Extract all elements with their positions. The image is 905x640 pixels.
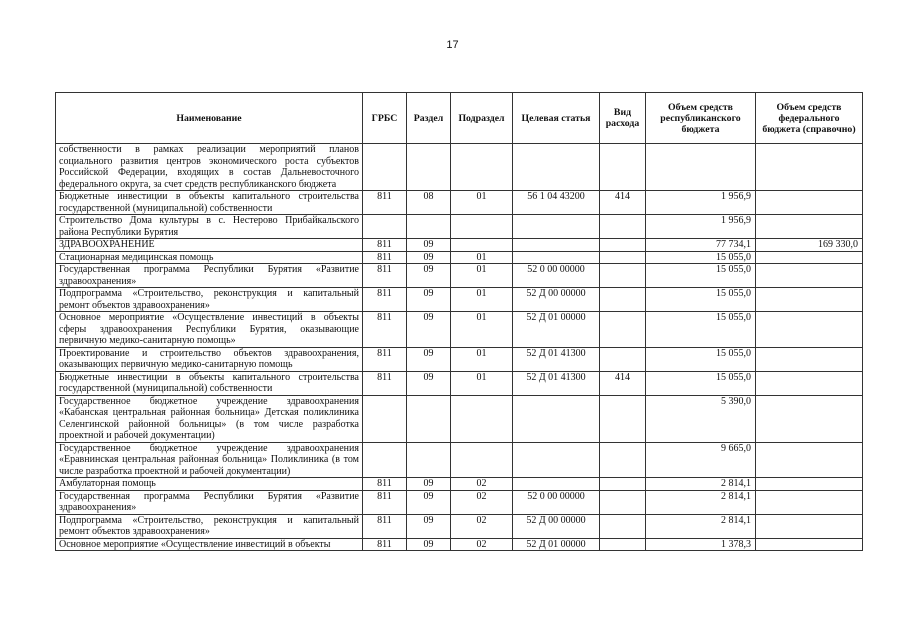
cell-subsection: 01 <box>451 251 513 264</box>
cell-grbs <box>363 395 407 442</box>
cell-subsection: 01 <box>451 371 513 395</box>
cell-section: 09 <box>407 371 451 395</box>
table-row <box>56 478 863 491</box>
cell-name: Государственная программа Республики Бурятия «Развитие здравоохранения» <box>56 490 363 514</box>
cell-target-article: 52 Д 01 41300 <box>513 347 600 371</box>
cell-name: Бюджетные инвестиции в объекты капитального строительства государственной (муниципальной) собственности <box>56 371 363 395</box>
cell-federal-budget <box>756 442 863 478</box>
cell-grbs: 811 <box>363 490 407 514</box>
cell-section: 09 <box>407 288 451 312</box>
cell-republic-budget: 2 814,1 <box>646 490 756 514</box>
table-row <box>56 288 863 312</box>
cell-expense-type <box>600 442 646 478</box>
cell-federal-budget <box>756 395 863 442</box>
cell-republic-budget: 1 956,9 <box>646 215 756 239</box>
cell-subsection: 01 <box>451 288 513 312</box>
cell-federal-budget <box>756 538 863 551</box>
cell-section: 09 <box>407 514 451 538</box>
header-target-article: Целевая статья <box>513 93 600 144</box>
cell-expense-type <box>600 514 646 538</box>
cell-grbs: 811 <box>363 239 407 252</box>
cell-name: Стационарная медицинская помощь <box>56 251 363 264</box>
cell-grbs <box>363 215 407 239</box>
cell-republic-budget: 77 734,1 <box>646 239 756 252</box>
table-row <box>56 144 863 191</box>
table-row <box>56 239 863 252</box>
cell-republic-budget: 15 055,0 <box>646 371 756 395</box>
cell-name: собственности в рамках реализации мероприятий планов социального развития центров экономического роста субъектов Российской Федерации, входящих в состав Дальневосточного федерального округа, за счет средств республиканского бюджета <box>56 144 363 191</box>
cell-federal-budget <box>756 514 863 538</box>
cell-subsection: 01 <box>451 312 513 348</box>
cell-republic-budget: 5 390,0 <box>646 395 756 442</box>
cell-name: Строительство Дома культуры в с. Нестерово Прибайкальского района Республики Бурятия <box>56 215 363 239</box>
cell-target-article <box>513 144 600 191</box>
cell-name: Основное мероприятие «Осуществление инвестиций в объекты <box>56 538 363 551</box>
table-row <box>56 312 863 348</box>
cell-target-article: 52 Д 00 00000 <box>513 288 600 312</box>
cell-section: 09 <box>407 347 451 371</box>
cell-target-article <box>513 215 600 239</box>
cell-subsection: 01 <box>451 191 513 215</box>
cell-federal-budget <box>756 191 863 215</box>
table-header-row <box>56 93 863 144</box>
cell-subsection: 01 <box>451 347 513 371</box>
cell-republic-budget: 15 055,0 <box>646 264 756 288</box>
cell-target-article: 52 0 00 00000 <box>513 490 600 514</box>
cell-federal-budget <box>756 264 863 288</box>
cell-expense-type <box>600 264 646 288</box>
cell-subsection <box>451 442 513 478</box>
cell-subsection: 02 <box>451 514 513 538</box>
cell-target-article: 52 Д 01 41300 <box>513 371 600 395</box>
cell-expense-type <box>600 215 646 239</box>
cell-subsection: 02 <box>451 478 513 491</box>
table-row <box>56 371 863 395</box>
cell-subsection: 02 <box>451 490 513 514</box>
cell-federal-budget <box>756 371 863 395</box>
cell-expense-type <box>600 239 646 252</box>
cell-subsection <box>451 395 513 442</box>
cell-republic-budget: 9 665,0 <box>646 442 756 478</box>
cell-target-article <box>513 442 600 478</box>
cell-section: 09 <box>407 490 451 514</box>
cell-expense-type <box>600 251 646 264</box>
cell-republic-budget: 1 956,9 <box>646 191 756 215</box>
cell-republic-budget: 15 055,0 <box>646 251 756 264</box>
cell-name: ЗДРАВООХРАНЕНИЕ <box>56 239 363 252</box>
table-row <box>56 251 863 264</box>
cell-republic-budget: 1 378,3 <box>646 538 756 551</box>
cell-grbs: 811 <box>363 371 407 395</box>
page-number: 17 <box>446 39 459 51</box>
cell-grbs <box>363 144 407 191</box>
cell-republic-budget: 2 814,1 <box>646 514 756 538</box>
cell-section <box>407 215 451 239</box>
cell-name: Государственная программа Республики Бурятия «Развитие здравоохранения» <box>56 264 363 288</box>
table-row <box>56 490 863 514</box>
cell-section: 09 <box>407 538 451 551</box>
cell-section: 08 <box>407 191 451 215</box>
cell-name: Бюджетные инвестиции в объекты капитального строительства государственной (муниципальной) собственности <box>56 191 363 215</box>
cell-name: Государственное бюджетное учреждение здравоохранения «Еравнинская центральная районная больница» Поликлиника (в том числе разработка проектной и рабочей документации) <box>56 442 363 478</box>
cell-republic-budget: 2 814,1 <box>646 478 756 491</box>
budget-table <box>55 92 863 551</box>
header-expense-type: Вид расхода <box>600 93 646 144</box>
cell-federal-budget <box>756 478 863 491</box>
cell-grbs: 811 <box>363 312 407 348</box>
cell-republic-budget: 15 055,0 <box>646 288 756 312</box>
table-row <box>56 215 863 239</box>
header-name: Наименование <box>56 93 363 144</box>
table-row <box>56 191 863 215</box>
cell-federal-budget <box>756 215 863 239</box>
table-row <box>56 538 863 551</box>
cell-section: 09 <box>407 312 451 348</box>
cell-federal-budget <box>756 288 863 312</box>
cell-section <box>407 442 451 478</box>
header-federal-budget: Объем средств федерального бюджета (справочно) <box>756 93 863 144</box>
cell-grbs: 811 <box>363 514 407 538</box>
table-row <box>56 264 863 288</box>
header-section: Раздел <box>407 93 451 144</box>
cell-expense-type <box>600 347 646 371</box>
cell-grbs: 811 <box>363 251 407 264</box>
cell-name: Основное мероприятие «Осуществление инвестиций в объекты сферы здравоохранения Республики Бурятия, оказывающие первичную медико-санитарную помощь» <box>56 312 363 348</box>
table-row <box>56 514 863 538</box>
cell-name: Проектирование и строительство объектов здравоохранения, оказывающих первичную медико-санитарную помощь <box>56 347 363 371</box>
cell-federal-budget: 169 330,0 <box>756 239 863 252</box>
cell-target-article: 52 0 00 00000 <box>513 264 600 288</box>
cell-subsection: 02 <box>451 538 513 551</box>
cell-republic-budget: 15 055,0 <box>646 312 756 348</box>
table-row <box>56 442 863 478</box>
cell-name: Подпрограмма «Строительство, реконструкция и капитальный ремонт объектов здравоохранения» <box>56 514 363 538</box>
cell-expense-type <box>600 395 646 442</box>
cell-grbs: 811 <box>363 264 407 288</box>
cell-section: 09 <box>407 478 451 491</box>
cell-grbs: 811 <box>363 288 407 312</box>
cell-expense-type <box>600 478 646 491</box>
cell-federal-budget <box>756 251 863 264</box>
cell-expense-type: 414 <box>600 191 646 215</box>
cell-subsection <box>451 144 513 191</box>
cell-target-article: 56 1 04 43200 <box>513 191 600 215</box>
cell-federal-budget <box>756 490 863 514</box>
cell-section: 09 <box>407 251 451 264</box>
cell-subsection: 01 <box>451 264 513 288</box>
cell-section <box>407 395 451 442</box>
cell-name: Государственное бюджетное учреждение здравоохранения «Кабанская центральная районная больница» Детская поликлиника Селенгинской районной больницы» (в том числе разработка проектной и рабочей документации) <box>56 395 363 442</box>
cell-republic-budget: 15 055,0 <box>646 347 756 371</box>
cell-expense-type <box>600 538 646 551</box>
cell-grbs: 811 <box>363 478 407 491</box>
cell-target-article <box>513 395 600 442</box>
cell-expense-type <box>600 288 646 312</box>
cell-section: 09 <box>407 239 451 252</box>
header-subsection: Подраздел <box>451 93 513 144</box>
cell-target-article <box>513 239 600 252</box>
table-row <box>56 347 863 371</box>
cell-federal-budget <box>756 347 863 371</box>
cell-republic-budget <box>646 144 756 191</box>
header-grbs: ГРБС <box>363 93 407 144</box>
cell-target-article: 52 Д 00 00000 <box>513 514 600 538</box>
cell-expense-type: 414 <box>600 371 646 395</box>
header-republic-budget: Объем средств республиканского бюджета <box>646 93 756 144</box>
cell-expense-type <box>600 490 646 514</box>
cell-section <box>407 144 451 191</box>
cell-grbs <box>363 442 407 478</box>
cell-target-article: 52 Д 01 00000 <box>513 312 600 348</box>
cell-subsection <box>451 215 513 239</box>
cell-name: Подпрограмма «Строительство, реконструкция и капитальный ремонт объектов здравоохранения» <box>56 288 363 312</box>
cell-target-article <box>513 251 600 264</box>
cell-expense-type <box>600 144 646 191</box>
cell-target-article <box>513 478 600 491</box>
cell-federal-budget <box>756 312 863 348</box>
cell-grbs: 811 <box>363 347 407 371</box>
cell-name: Амбулаторная помощь <box>56 478 363 491</box>
cell-federal-budget <box>756 144 863 191</box>
cell-grbs: 811 <box>363 538 407 551</box>
cell-section: 09 <box>407 264 451 288</box>
cell-grbs: 811 <box>363 191 407 215</box>
table-row <box>56 395 863 442</box>
cell-expense-type <box>600 312 646 348</box>
cell-target-article: 52 Д 01 00000 <box>513 538 600 551</box>
cell-subsection <box>451 239 513 252</box>
